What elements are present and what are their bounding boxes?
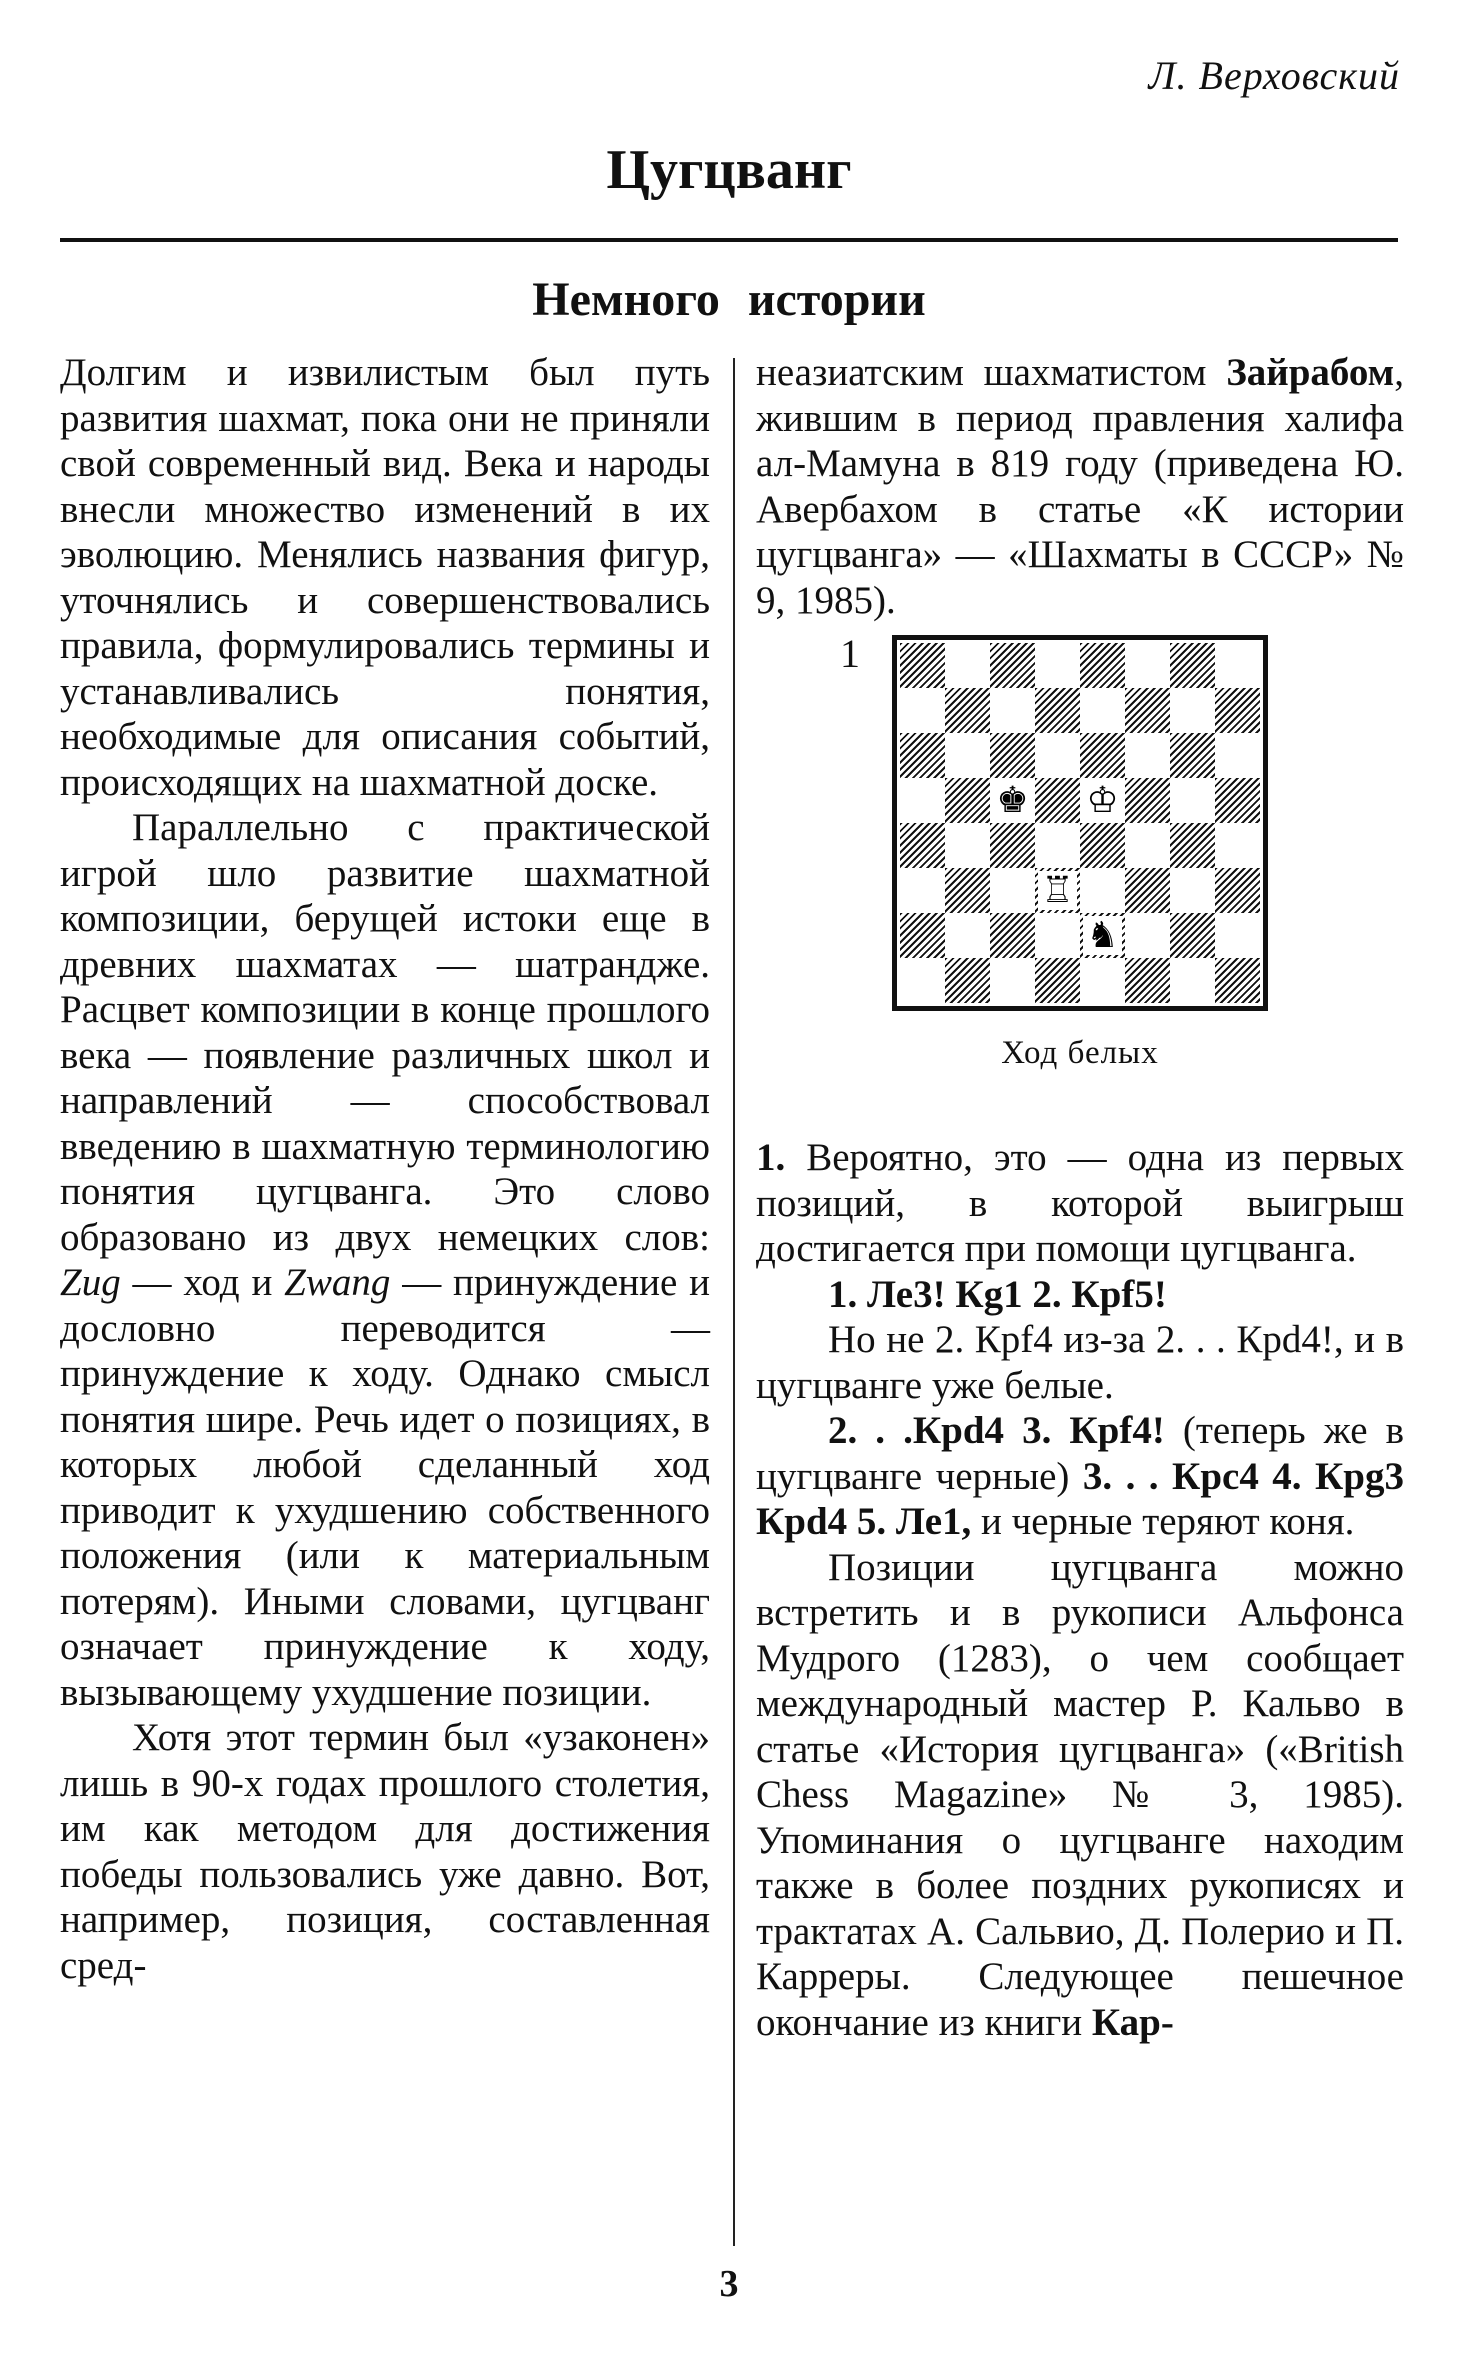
board-square [1170,643,1215,688]
paragraph-history: Хотя этот термин был «узаконен» лишь в 90-х годах прошлого столетия, им как методом для достижения победы пользовались уже давно. Вот, например, позиция, составленная сред- [60,1716,710,1987]
paragraph-text: — ход и [120,1261,285,1304]
board-square [900,868,945,913]
paragraph-zairab [756,350,1404,623]
article-title: Цугцванг [606,139,852,201]
moves-bold: 3. . . Крс4 4. Крg3 Крd4 5. Ле1, [756,1454,1404,1543]
chess-board [900,643,1260,1003]
board-square [945,823,990,868]
board-square [1080,733,1125,778]
author-name: Л. Верховский [1148,53,1400,98]
paragraph-text: (теперь же в цугцванге черные) [756,1409,1404,1498]
board-square [1035,823,1080,868]
board-square [1080,913,1125,958]
board-square [1170,688,1215,733]
board-square [1125,733,1170,778]
paragraph-text: Параллельно с практической игрой шло развитие шахматной композиции, берущей истоки еще в древних шахматах — шатрандже. Расцвет композиции в конце прошлого века — появление различных школ и направлений — способствовал введению в шахматную терминологию понятия цугцванга. Это слово образовано из двух немецких слов: [60,806,710,1259]
board-square [1170,913,1215,958]
board-square [1215,913,1260,958]
board-square [1125,913,1170,958]
board-square [990,778,1035,823]
paragraph-text: неазиатским шахматистом [756,351,1227,394]
diagram-caption: Ход белых [1001,1035,1159,1071]
board-square [990,733,1035,778]
paragraph-alfonso [756,1545,1404,2046]
board-square [1035,778,1080,823]
paragraph-text: Позиции цугцванга можно встретить и в рукописи Альфонса Мудрого (1283), о чем сообщает международный мастер Р. Кальво в статье «История цугцванга» («British Chess Magazine» № 3, 1985). Упоминания о цугцванге находим также в более поздних рукописях и трактатах А. Сальвио, Д. Полерио и П. Карреры. Следующее пешечное окончание из книги [756,1545,1404,2044]
board-square [1080,958,1125,1003]
board-square [990,688,1035,733]
paragraph-text: — принуждение и дословно переводится — принуждение к ходу. Однако смысл понятия шире. Речь идет о позициях, в которых любой сделанный ход приводит к ухудшению собственного положения (или к материальным потерям). Иными словами, цугцванг означает принуждение к ходу, вызывающему ухудшение позиции. [60,1261,711,1714]
chess-piece-d3: ♖ [1038,871,1077,910]
board-square [1215,868,1260,913]
board-square [1125,868,1170,913]
moves-bold: 2. . .Крd4 3. Крf4! [828,1409,1165,1452]
board-square [1125,778,1170,823]
board-square [1170,868,1215,913]
board-square [1215,778,1260,823]
italic-word-zug: Zug [60,1261,121,1304]
paragraph-intro: Долгим и извилистым был путь развития шахмат, пока они не приняли свой современный вид. Века и народы внесли множество изменений в их эволюцию. Менялись названия фигур, уточнялись и совершенствовались правила, формулировались термины и устанавливались понятия, необходимые для описания событий, происходящих на шахматной доске. [60,351,710,804]
column-divider [733,358,735,2246]
board-square [1035,913,1080,958]
board-square [1125,643,1170,688]
board-square [1035,688,1080,733]
board-square [1080,778,1125,823]
board-square [900,823,945,868]
chess-diagram [756,623,1404,1135]
title-rule [60,238,1398,242]
board-square [1170,958,1215,1003]
board-square [945,868,990,913]
board-square [1170,823,1215,868]
paragraph-text: , жившим в период правления халифа ал-Мамуна в 819 году (приведена Ю. Авербахом в статье «К истории цугцванга» — «Шахматы в СССР» № 9, 1985). [756,351,1404,622]
board-square [900,913,945,958]
solution-number: 1. [756,1136,786,1179]
board-square [1215,688,1260,733]
board-square [1125,958,1170,1003]
paragraph-text: и черные теряют коня. [971,1500,1355,1543]
board-square [945,643,990,688]
paragraph-solution [756,1135,1404,1272]
board-square [945,688,990,733]
moves-line-2 [756,1408,1404,1545]
paragraph-variation: Но не 2. Крf4 из-за 2. . . Крd4!, и в цугцванге уже белые. [756,1318,1404,1407]
diagram-number: 1 [840,631,860,676]
board-square [1080,823,1125,868]
name-carrera: Кар- [1091,2000,1174,2044]
page-number: 3 [719,2263,739,2305]
board-square [900,778,945,823]
paragraph-text: Вероятно, это — одна из первых позиций, в которой выигрыш достигается при помощи цугцванга. [756,1136,1404,1270]
board-square [900,688,945,733]
board-square [1035,868,1080,913]
board-square [1125,823,1170,868]
board-square [1035,958,1080,1003]
board-square [1170,733,1215,778]
board-square [1125,688,1170,733]
board-square [1080,868,1125,913]
section-heading: Немного истории [532,273,926,326]
board-square [1035,643,1080,688]
board-square [1080,643,1125,688]
name-zairab: Зайрабом [1226,351,1395,394]
moves-line-1: 1. Ле3! Кg1 2. Крf5! [828,1272,1167,1316]
right-column [756,350,1404,2045]
chess-piece-e5: ♔ [1083,781,1122,820]
board-square [990,643,1035,688]
board-square [900,958,945,1003]
board-square [990,958,1035,1003]
board-square [1215,733,1260,778]
board-square [945,778,990,823]
board-square [1080,688,1125,733]
board-square [990,913,1035,958]
board-square [1215,958,1260,1003]
italic-word-zwang: Zwang [284,1261,391,1304]
board-square [900,643,945,688]
board-square [990,823,1035,868]
chess-piece-e2: ♞ [1083,916,1122,955]
board-square [1035,733,1080,778]
board-square [990,868,1035,913]
chess-piece-c5: ♚ [993,781,1032,820]
paragraph-composition [60,805,710,1715]
board-square [1170,778,1215,823]
board-square [945,733,990,778]
board-square [945,913,990,958]
board-square [900,733,945,778]
board-square [945,958,990,1003]
left-column [60,350,710,1988]
board-square [1215,823,1260,868]
board-square [1215,643,1260,688]
